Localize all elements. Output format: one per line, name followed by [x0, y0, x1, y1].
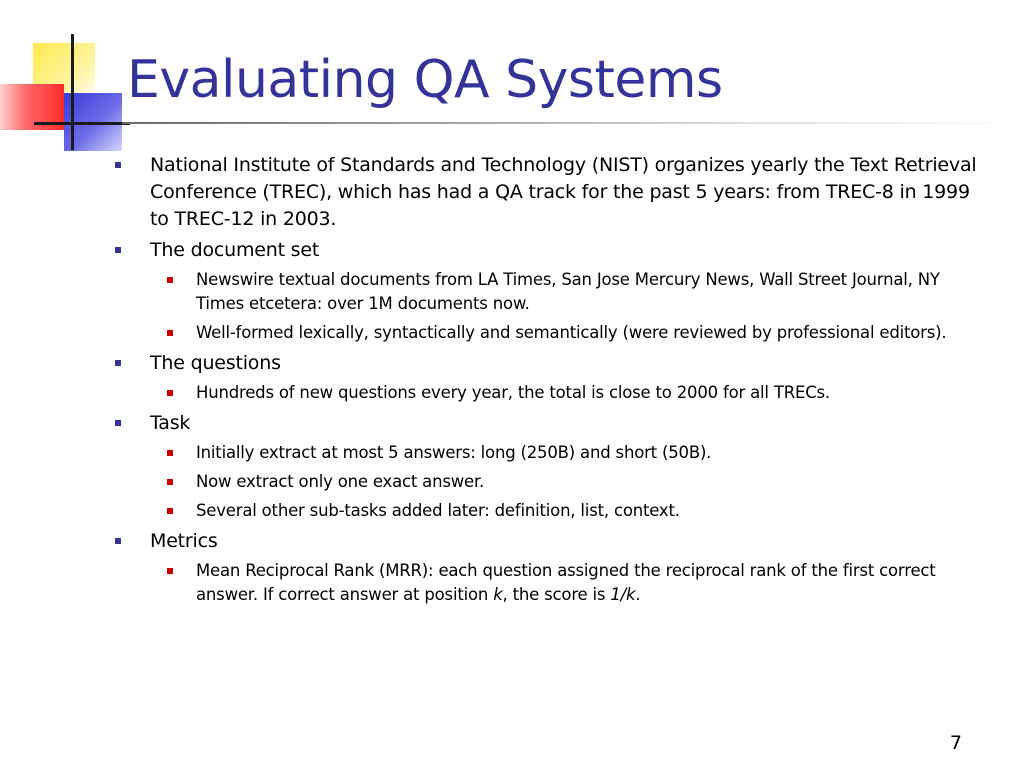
- square-bullet-icon: [167, 479, 173, 485]
- sub-bullet-text: Newswire textual documents from LA Times, San Jose Mercury News, Wall Street Journal, NY Times etcetera: over 1M documents now.: [196, 270, 940, 313]
- mrr-text-part: Mean Reciprocal Rank (MRR): each question assigned the reciprocal rank of the first correct answer. If correct answer at position: [196, 561, 936, 604]
- sub-bullet-text: Well-formed lexically, syntactically and semantically (were reviewed by professional editors).: [196, 323, 947, 342]
- sub-bullet-list: [112, 441, 982, 523]
- square-bullet-icon: [167, 330, 173, 336]
- sub-bullet-text: Several other sub-tasks added later: definition, list, context.: [196, 501, 680, 520]
- bullet-item: [112, 350, 982, 377]
- square-bullet-icon: [115, 420, 121, 426]
- slide-content: [112, 152, 982, 612]
- bullet-item: [112, 237, 982, 264]
- position-variable: k: [493, 585, 503, 604]
- sub-bullet-list: [112, 559, 982, 607]
- sub-bullet-item: [112, 499, 982, 523]
- square-bullet-icon: [167, 508, 173, 514]
- sub-bullet-text: Hundreds of new questions every year, the total is close to 2000 for all TRECs.: [196, 383, 830, 402]
- bullet-item: [112, 410, 982, 437]
- square-bullet-icon: [167, 450, 173, 456]
- logo-horizontal-line: [34, 122, 130, 125]
- square-bullet-icon: [167, 390, 173, 396]
- logo-vertical-line: [71, 34, 74, 150]
- square-bullet-icon: [115, 162, 121, 168]
- square-bullet-icon: [115, 247, 121, 253]
- sub-bullet-item: [112, 321, 982, 345]
- sub-bullet-list: [112, 381, 982, 405]
- mrr-text-part: .: [635, 585, 641, 604]
- bullet-text: The document set: [150, 239, 320, 261]
- slide-title: Evaluating QA Systems: [127, 50, 723, 110]
- sub-bullet-item: [112, 268, 982, 316]
- square-bullet-icon: [167, 277, 173, 283]
- square-bullet-icon: [115, 360, 121, 366]
- mrr-text: [196, 561, 936, 604]
- bullet-item: [112, 528, 982, 555]
- bullet-text: Task: [150, 412, 191, 434]
- square-bullet-icon: [115, 538, 121, 544]
- slide-number: 7: [949, 732, 962, 754]
- bullet-text: National Institute of Standards and Technology (NIST) organizes yearly the Text Retrieval Conference (TREC), which has had a QA track for the past 5 years: from TREC-8 in 1999 to TREC-12 in 2003.: [150, 154, 977, 230]
- bullet-text: The questions: [150, 352, 281, 374]
- sub-bullet-item: [112, 381, 982, 405]
- square-bullet-icon: [167, 568, 173, 574]
- sub-bullet-text: Initially extract at most 5 answers: long (250B) and short (50B).: [196, 443, 712, 462]
- corner-logo: [0, 0, 130, 160]
- bullet-item: [112, 152, 982, 233]
- score-formula: 1/k: [610, 585, 636, 604]
- sub-bullet-item: [112, 470, 982, 494]
- title-divider: [122, 122, 1024, 124]
- sub-bullet-list: [112, 268, 982, 345]
- mrr-text-part: , the score is: [502, 585, 611, 604]
- sub-bullet-text: Now extract only one exact answer.: [196, 472, 485, 491]
- bullet-text: Metrics: [150, 530, 218, 552]
- sub-bullet-item: [112, 441, 982, 465]
- sub-bullet-item-mrr: [112, 559, 982, 607]
